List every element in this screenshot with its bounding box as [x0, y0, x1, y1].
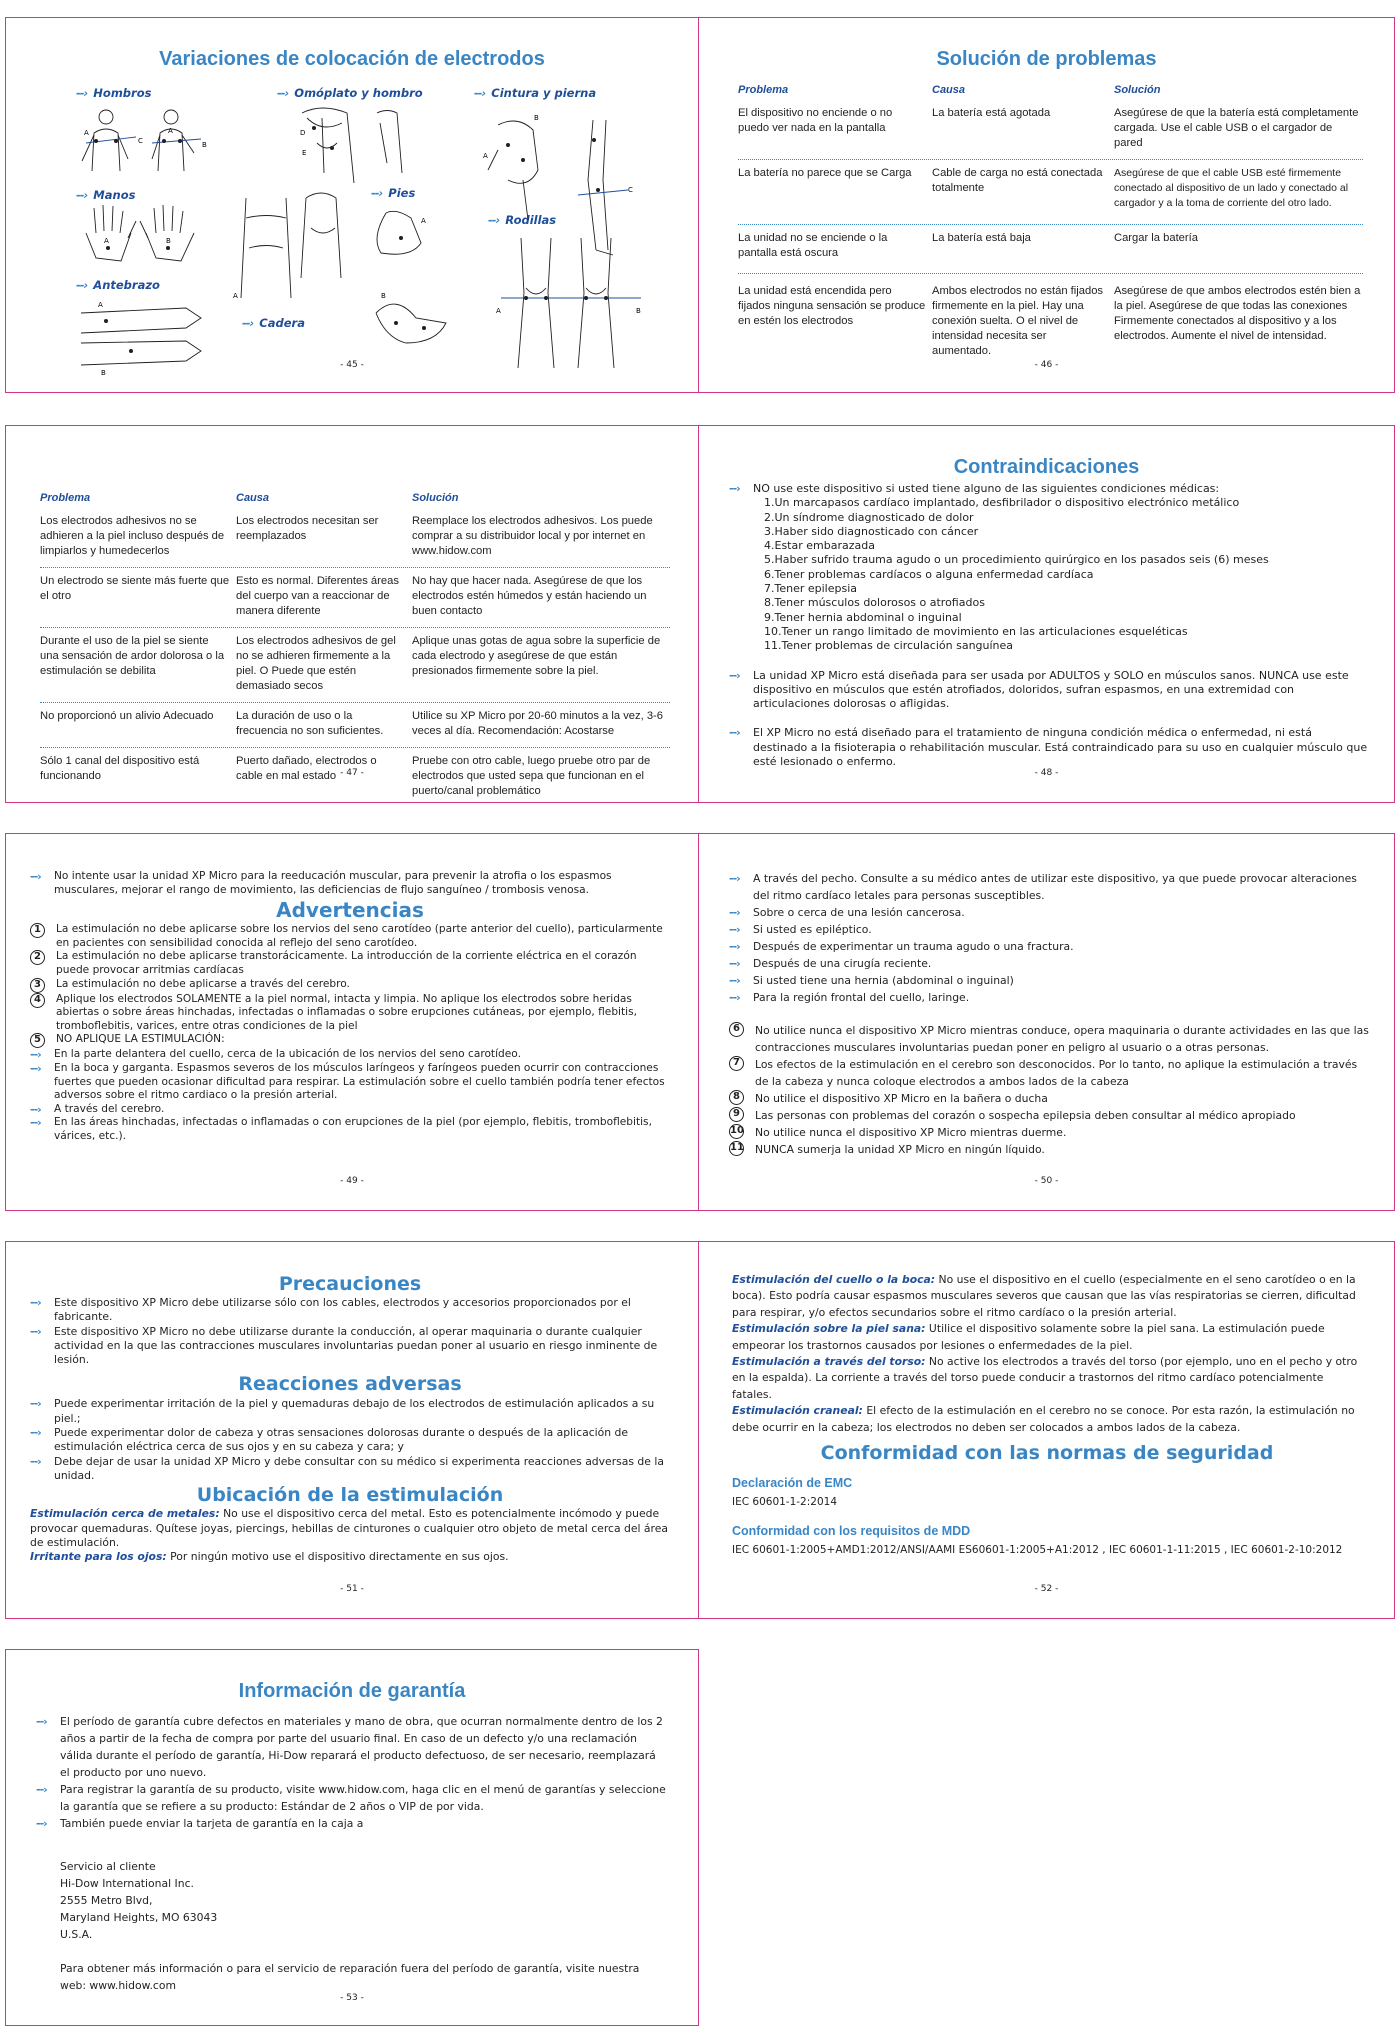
- label-antebrazo: --› Antebrazo: [76, 278, 160, 292]
- page-47: [5, 425, 699, 803]
- svg-text:A: A: [84, 129, 89, 137]
- page-title: Contraindicaciones: [953, 456, 1140, 478]
- address: Servicio al cliente Hi-Dow International Inc. 2555 Metro Blvd, Maryland Heights, MO 63043 U.S.A.: [60, 1860, 218, 1941]
- emc-title: Declaración de EMC: [732, 1476, 853, 1491]
- col-causa: Causa: [932, 84, 966, 96]
- page-title: Solución de problemas: [936, 48, 1157, 70]
- page-52: [698, 1241, 1395, 1619]
- svg-text:A: A: [233, 292, 238, 300]
- warnings: --› No intente usar la unidad XP Micro para la reeducación muscular, para prevenir la atrofia o los espasmos musculares, mejorar el rango de movimiento, las deficiencias de flujo sanguíneo / trombosis venosa. Advertencias 1 La estimulación no debe aplicarse sobre los nervios del seno carotídeo (parte anterior del cuello), particularmente en pacientes con sensibilidad conocida al reflejo del seno carotídeo. 2 La estimulación no debe aplicarse transtorácicamente. La introducción de la corriente eléctrica en el corazón puede provocar arritmias cardíacas 3 La estimulación no debe aplicarse a través del cerebro. 4 Aplique los electrodos SOLAMENTE a la piel normal, intacta y limpia. No aplique los electrodos sobre heridas abiertas o sobre áreas hinchadas, infectadas o inflamadas o sobre erupciones cutáneas, por ejemplo, flebitis, tromboflebitis, varices, entre otras condiciones de la piel 5 NO APLIQUE LA ESTIMULACIÓN: --› En la parte delantera del cuello, cerca de la ubicación de los nervios del seno carotídeo. --› En la boca y garganta. Espasmos severos de los músculos laríngeos y faríngeos pueden ocurrir con contracciones fuertes que pueden ocasionar dificultad para respirar. La estimulación sobre el cuello también podría tener efectos adversos sobre el ritmo cardiaco o la presión arterial. --› A través del cerebro. --› En las áreas hinchadas, infectadas o inflamadas o con erupciones de la piel (por ejemplo, flebitis, tromboflebitis, várices, etc.).: [30, 870, 670, 1144]
- warranty: --› El período de garantía cubre defectos en materiales y mano de obra, que ocurran normalmente dentro de los 2 años a partir de la fecha de compra por parte del usuario final. En caso de un defecto y/o una reclamación válida durante el período de garantía, Hi-Dow reparará el producto defectuoso, de ser necesario, reemplazará el producto por uno nuevo. --› Para registrar la garantía de su producto, visite www.hidow.com, haga clic en el menú de garantías y seleccione la garantía que se refiere a su producto: Estándar de 2 años o VIP de por vida. --› También puede enviar la tarjeta de garantía en la caja a Servicio al cliente Hi-Dow International Inc. 2555 Metro Blvd, Maryland Heights, MO 63043 U.S.A. Para obtener más información o para el servicio de reparación fuera del período de garantía, visite nuestra web: www.hidow.com: [36, 1715, 666, 1992]
- page-number: - 45 -: [340, 360, 364, 370]
- label-manos: --› Manos: [76, 188, 136, 202]
- page-number: - 48 -: [1034, 768, 1059, 778]
- cadera-illustration: [231, 188, 361, 308]
- page-45: [5, 17, 699, 393]
- list-item: 8 No utilice el dispositivo XP Micro en la bañera o ducha: [729, 1090, 1369, 1107]
- table-row: Sólo 1 canal del dispositivo está funcionando Puerto dañado, electrodos o cable en mal estado Pruebe con otro cable, luego pruebe otro par de electrodos que usted sepa que funcionan en el puerto/canal problemático: [40, 755, 651, 797]
- contraindications: [729, 482, 1369, 769]
- page-53: [5, 1649, 699, 2026]
- omoplato-illustration: [292, 103, 422, 183]
- hombros-illustration: [76, 103, 216, 173]
- table-header: [738, 83, 1363, 106]
- page-title: Advertencias: [276, 898, 424, 923]
- table-row: Los electrodos adhesivos no se adhieren a la piel incluso después de limpiarlos y humedecerlos Los electrodos necesitan ser reemplazados Reemplace los electrodos adhesivos. Los puede comprar a su distribuidor local y por internet en www.hidow.com: [40, 514, 670, 568]
- svg-text:A: A: [496, 307, 501, 315]
- list-item: --› El XP Micro no está diseñado para el tratamiento de ninguna condición médica o enfermedad, ni está destinado a la fisioterapia o rehabilitación muscular. Está contraindicado para su uso en cualquier músculo que esté lesionado o enfermo.: [729, 726, 1368, 769]
- label-rodillas: --› Rodillas: [488, 213, 557, 227]
- svg-text:A: A: [104, 237, 109, 245]
- page-48: [698, 425, 1395, 803]
- svg-text:A: A: [168, 127, 173, 135]
- rodillas-illustration: [496, 238, 646, 368]
- svg-text:A: A: [421, 217, 426, 225]
- page-51: [5, 1241, 699, 1619]
- label-cintura: --› Cintura y pierna: [474, 86, 597, 100]
- label-cadera: --› Cadera: [242, 316, 305, 330]
- page-title: Variaciones de colocación de electrodos: [159, 48, 545, 70]
- page-number: - 52 -: [1034, 1584, 1059, 1594]
- precautions: Precauciones --› Este dispositivo XP Micro debe utilizarse sólo con los cables, electrodos y accesorios proporcionados por el fabricante. --› Este dispositivo XP Micro no debe utilizarse durante la conducción, al operar maquinaria o durante cualquier actividad en la que las contracciones musculares involuntarias puedan poner al usuario en riesgo inminente de lesión. Reacciones adversas --› Puede experimentar irritación de la piel y quemaduras debajo de los electrodos de estimulación aplicados a su piel.; --› Puede experimentar dolor de cabeza y otras sensaciones dolorosas durante o después de la aplicación de estimulación eléctrica cerca de sus ojos y en su cabeza y cara; y --› Debe dejar de usar la unidad XP Micro y debe consultar con su médico si experimenta reacciones adversas de la unidad. Ubicación de la estimulación Estimulación cerca de metales: No use el dispositivo cerca del metal. Esto es potencialmente incómodo y puede provocar quemaduras. Quítese joyas, piercings, hebillas de cinturones o cualquier otro objeto de metal cerca del área de estimulación. Irritante para los ojos: Por ningún motivo use el dispositivo directamente en sus ojos.: [30, 1273, 669, 1564]
- list-item: 5 NO APLIQUE LA ESTIMULACIÓN:: [30, 1033, 670, 1048]
- svg-text:A: A: [98, 301, 103, 309]
- page-49: [5, 833, 699, 1211]
- label-omoplato: --› Omóplato y hombro: [277, 86, 423, 100]
- condition-list: 1.Un marcapasos cardíaco implantado, desfibrilador o dispositivo electrónico metálico 2.Un síndrome diagnosticado de dolor 3.Haber sido diagnosticado con cáncer 4.Estar embarazada 5.Haber sufrido trauma agudo o un procedimiento quirúrgico en los pasados seis (6) meses 6.Tener problemas cardíacos o alguna enfermedad cardíaca 7.Tener epilepsia 8.Tener músculos dolorosos o atrofiados 9.Tener hernia abdominal o inguinal 10.Tener un rango limitado de movimiento en las articulaciones esqueléticas 11.Tener problemas de circulación sanguínea: [764, 496, 1269, 653]
- page-number: - 50 -: [1034, 1176, 1059, 1186]
- page-50: [698, 833, 1395, 1211]
- svg-text:B: B: [534, 114, 539, 122]
- svg-text:B: B: [166, 237, 171, 245]
- svg-text:C: C: [138, 137, 143, 145]
- svg-text:B: B: [202, 141, 207, 149]
- list-item: 6 No utilice nunca el dispositivo XP Micro mientras conduce, opera maquinaria o durante actividades en las que las contracciones musculares involuntarias puedan poner en peligro al usuario o a otras personas.: [729, 1022, 1369, 1056]
- list-item: 2 La estimulación no debe aplicarse transtorácicamente. La introducción de la corriente eléctrica en el corazón puede provocar arritmias cardíacas: [30, 950, 670, 977]
- stimulation-notes: Estimulación del cuello o la boca: No use el dispositivo en el cuello (especialmente en el seno carotídeo o en la boca). Esto podría causar espasmos musculares severos que causan que las vías respiratorias se cierren, dificultad para respirar, y/o efectos secundarios sobre el ritmo cardíaco o la presión arterial. Estimulación sobre la piel sana: Utilice el dispositivo solamente sobre la piel sana. La estimulación puede empeorar los trastornos causados por lesiones o enfermedades de la piel. Estimulación a través del torso: No active los electrodos a través del torso (por ejemplo, uno en el pecho y otro en la espalda). La corriente a través del torso puede conducir a trastornos del ritmo cardíaco potencialmente fatales. Estimulación craneal: El efecto de la estimulación en el cerebro no se conoce. Por esta razón, la estimulación no debe ocurrir en la cabeza; los electrodos no deben ser colocados a ambos lados de la cabeza. Conformidad con las normas de seguridad Declaración de EMC IEC 60601-1-2:2014 Conformidad con los requisitos de MDD IEC 60601-1:2005+AMD1:2012/ANSI/AAMI ES60601-1:2005+A1:2012 , IEC 60601-1-11:2015 , IEC 60601-2-10:2012: [732, 1272, 1362, 1559]
- svg-text:D: D: [300, 129, 306, 137]
- svg-text:A: A: [483, 152, 488, 160]
- list-item: --› NO use este dispositivo si usted tiene alguno de las siguientes condiciones médicas:: [729, 482, 1220, 495]
- table-row: No proporcionó un alivio Adecuado La duración de uso o la frecuencia no son suficientes. Utilice su XP Micro por 20-60 minutos a la vez, 3-6 veces al día. Recomendación: Acostarse: [40, 703, 670, 748]
- page-number: - 53 -: [340, 1993, 364, 2003]
- manos-illustration: [76, 203, 206, 273]
- warnings-continued: --› A través del pecho. Consulte a su médico antes de utilizar este dispositivo, ya que puede provocar alteraciones del ritmo cardíaco letales para personas susceptibles. --› Sobre o cerca de una lesión cancerosa. --› Si usted es epiléptico. --› Después de experimentar un trauma agudo o una fractura. --› Después de una cirugía reciente. --› Si usted tiene una hernia (abdominal o inguinal) --› Para la región frontal del cuello, laringe. 6 No utilice nunca el dispositivo XP Micro mientras conduce, opera maquinaria o durante actividades en las que las contracciones musculares involuntarias puedan poner en peligro al usuario o a otras personas. 7 Los efectos de la estimulación en el cerebro son desconocidos. Por lo tanto, no aplique la estimulación a través de la cabeza y nunca coloque electrodos a ambos lados de la cabeza 8 No utilice el dispositivo XP Micro en la bañera o ducha 9 Las personas con problemas del corazón o sospecha epilepsia deben consultar al médico apropiado 10 No utilice nunca el dispositivo XP Micro mientras duerme. 11 NUNCA sumerja la unidad XP Micro en ningún líquido.: [729, 872, 1369, 1156]
- svg-text:B: B: [381, 292, 386, 300]
- svg-text:C: C: [628, 186, 633, 194]
- pies-illustration: [366, 203, 456, 363]
- list-item: 10 No utilice nunca el dispositivo XP Micro mientras duerme.: [730, 1125, 1067, 1139]
- precauciones-title: Precauciones: [278, 1273, 422, 1295]
- bullet-icon: --›: [729, 482, 740, 495]
- table-row: Un electrodo se siente más fuerte que el otro Esto es normal. Diferentes áreas del cuerpo van a reaccionar de manera diferente No hay que hacer nada. Asegúrese de que los electrodos estén húmedos y están haciendo un buen contacto: [40, 568, 670, 628]
- list-item: --› La unidad XP Micro está diseñada para ser usada por ADULTOS y SOLO en músculos sanos. NUNCA use este dispositivo en músculos que estén atrofiados, doloridos, sufran espasmos, en una extremidad con articulaciones dolorosas o afligidas.: [729, 668, 1349, 711]
- troubleshoot-table: [40, 491, 670, 803]
- page-number: - 49 -: [340, 1176, 364, 1186]
- page-title: Información de garantía: [238, 1680, 466, 1702]
- mdd-title: Conformidad con los requisitos de MDD: [732, 1524, 971, 1539]
- table-row: Durante el uso de la piel se siente una sensación de ardor dolorosa o la estimulación se debilita Los electrodos adhesivos de gel no se adhieren firmemente a la piel. O Puede que estén demasiado secos Aplique unas gotas de agua sobre la superficie de cada electrodo y asegúrese de que están presionados firmemente sobre la piel.: [40, 628, 670, 703]
- page-number: - 51 -: [340, 1584, 364, 1594]
- list-item: 4 Aplique los electrodos SOLAMENTE a la piel normal, intacta y limpia. No aplique los electrodos sobre heridas abiertas o sobre áreas hinchadas, infectadas o inflamadas o sobre erupciones cutáneas, por ejemplo, flebitis, tromboflebitis, varices, entre otras condiciones de la piel: [30, 993, 670, 1034]
- table-header: Problema Causa Solución: [40, 492, 459, 504]
- troubleshoot-table: [738, 83, 1363, 367]
- svg-text:B: B: [101, 369, 106, 377]
- svg-text:E: E: [302, 149, 307, 157]
- list-item: 1 La estimulación no debe aplicarse sobre los nervios del seno carotídeo (parte anterior del cuello), particularmente en pacientes con sensibilidad conocida al reflejo del seno carotídeo.: [30, 923, 670, 950]
- reacciones-title: Reacciones adversas: [238, 1373, 462, 1396]
- table-row: La unidad no se enciende o la pantalla está oscura La batería está baja Cargar la batería: [738, 225, 1363, 274]
- page-number: - 47 -: [340, 768, 364, 778]
- list-item: 7 Los efectos de la estimulación en el cerebro son desconocidos. Por lo tanto, no aplique la estimulación a través de la cabeza y nunca coloque electrodos a ambos lados de la cabeza: [729, 1056, 1369, 1090]
- label-hombros: --› Hombros: [76, 86, 152, 100]
- table-row: La unidad está encendida pero fijados ninguna sensación se produce en estén los electrodos Ambos electrodos no están fijados firmemente en la piel. Hay una conexión suelta. O el nivel de intensidad necesita ser aumentado. Asegúrese de que ambos electrodos estén bien a la piel. Asegúrese de que todas las conexiones Firmemente conectados al dispositivo y a los electrodos. Aumente el nivel de intensidad.: [738, 285, 1361, 357]
- table-row: El dispositivo no enciende o no puedo ver nada en la pantalla La batería está agotada Asegúrese de que la batería está completamente cargada. Use el cable USB o el cargador de pared: [738, 106, 1363, 160]
- table-row: La batería no parece que se Carga Cable de carga no está conectada totalmente Asegúrese de que el cable USB esté firmemente conectado al dispositivo de un lado y conectado al cargador y a la toma de corriente del otro lado.: [738, 160, 1363, 225]
- list-item: 3 La estimulación no debe aplicarse a través del cerebro.: [30, 978, 670, 993]
- label-pies: --› Pies: [371, 186, 416, 200]
- svg-text:B: B: [636, 307, 641, 315]
- list-item: 11 NUNCA sumerja la unidad XP Micro en ningún líquido.: [730, 1142, 1045, 1156]
- col-problema: Problema: [738, 84, 789, 96]
- page-46: [698, 17, 1395, 393]
- ubicacion-title: Ubicación de la estimulación: [196, 1484, 504, 1507]
- page-number: - 46 -: [1034, 360, 1059, 370]
- conformidad-title: Conformidad con las normas de seguridad: [820, 1442, 1274, 1465]
- col-solucion: Solución: [1114, 84, 1161, 96]
- list-item: 9 Las personas con problemas del corazón o sospecha epilepsia deben consultar al médico apropiado: [729, 1107, 1369, 1124]
